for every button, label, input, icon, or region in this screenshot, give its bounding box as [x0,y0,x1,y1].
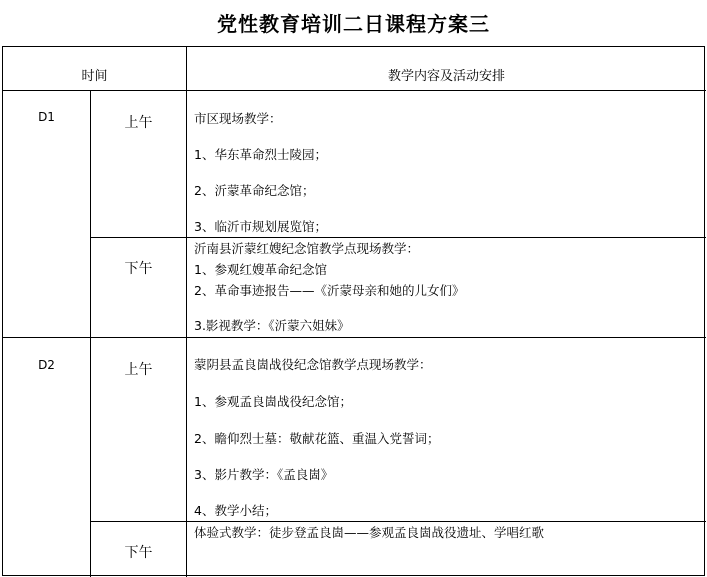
content-line: 3.影视教学：《沂蒙六姐妹》 [194,318,350,333]
content-line: 3、临沂市规划展览馆； [194,219,327,234]
content-line: 蒙阴县孟良崮战役纪念馆教学点现场教学： [194,357,432,372]
table-divider [90,90,91,577]
content-line: 1、参观红嫂革命纪念馆 [194,262,327,277]
page-title: 党性教育培训二日课程方案三 [217,12,490,36]
table-divider [186,47,187,577]
content-line: 2、革命事迹报告——《沂蒙母亲和她的儿女们》 [194,283,465,298]
table-divider [90,521,706,522]
period-label: 上午 [124,115,153,131]
content-line: 1、华东革命烈士陵园； [194,147,327,162]
content-line: 2、瞻仰烈士墓：敬献花篮、重温入党誓词； [194,431,440,446]
content-line: 3、影片教学：《孟良崮》 [194,467,334,482]
day-label: D1 [38,110,55,124]
table-divider [3,337,706,338]
header-time: 时间 [81,69,108,84]
table-divider [3,90,706,91]
content-line: 4、教学小结； [194,503,277,518]
schedule-table [2,46,705,576]
content-line: 体验式教学：徒步登孟良崮——参观孟良崮战役遗址、学唱红歌 [194,525,545,540]
day-label: D2 [38,358,55,372]
content-line: 2、沂蒙革命纪念馆； [194,183,315,198]
period-label: 下午 [124,545,153,561]
content-line: 1、参观孟良崮战役纪念馆； [194,394,352,409]
header-content: 教学内容及活动安排 [387,69,505,84]
content-line: 沂南县沂蒙红嫂纪念馆教学点现场教学： [194,241,420,256]
period-label: 上午 [124,362,153,378]
table-divider [90,237,706,238]
period-label: 下午 [124,261,153,277]
content-line: 市区现场教学： [194,111,282,126]
